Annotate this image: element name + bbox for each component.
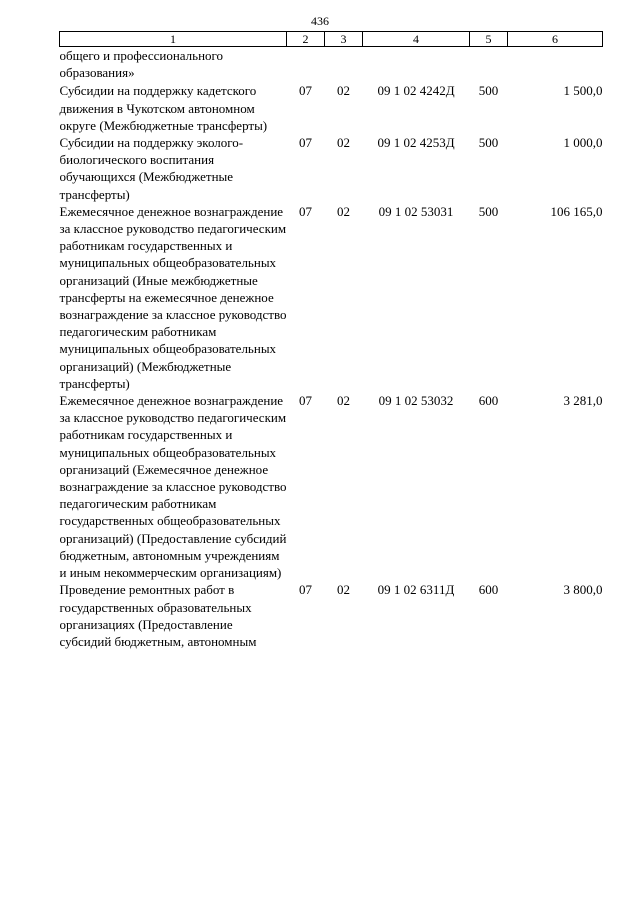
row-description: Проведение ремонтных работ в государственных образовательных организациях (Предоставление субсидий бюджетным, автономным xyxy=(59,582,257,649)
column-number-header-row xyxy=(60,32,603,47)
column-header-6: 6 xyxy=(508,32,603,47)
row-target-code xyxy=(363,47,470,82)
row-expense-type: 500 xyxy=(478,135,499,151)
row-section: 07 xyxy=(299,203,312,219)
row-expense-type: 600 xyxy=(478,582,499,598)
row-subsection: 02 xyxy=(337,135,350,151)
row-expense-type: 600 xyxy=(478,393,499,409)
row-target-code: 09 1 02 4253Д xyxy=(377,135,455,151)
row-target-code: 09 1 02 4242Д xyxy=(377,83,455,99)
column-header-3: 3 xyxy=(325,32,363,47)
row-amount: 3 800,0 xyxy=(563,582,603,598)
row-section: 07 xyxy=(299,135,312,151)
row-target-code: 09 1 02 53032 xyxy=(378,393,454,409)
table-row xyxy=(60,203,603,392)
row-target-code: 09 1 02 6311Д xyxy=(377,582,455,598)
row-subsection xyxy=(325,47,363,82)
column-header-5: 5 xyxy=(470,32,508,47)
column-header-2: 2 xyxy=(287,32,325,47)
row-subsection: 02 xyxy=(337,582,350,598)
page-number: 436 xyxy=(311,14,329,28)
table-row xyxy=(60,134,603,203)
row-description: Ежемесячное денежное вознаграждение за классное руководство педагогическим работникам государственных и муниципальных общеобразовательных организаций (Иные межбюджетные трансферты на ежемесячное денежное вознаграждение за классное руководство педагогическим работникам муниципальных общеобразовательных организаций) (Межбюджетные трансферты) xyxy=(59,203,287,391)
row-subsection: 02 xyxy=(337,203,350,219)
row-description: общего и профессионального образования» xyxy=(59,48,224,81)
row-amount xyxy=(508,47,603,82)
row-amount: 1 000,0 xyxy=(563,135,603,151)
row-subsection: 02 xyxy=(337,83,350,99)
row-section: 07 xyxy=(299,582,312,598)
row-description: Субсидии на поддержку эколого-биологического воспитания обучающихся (Межбюджетные трансферты) xyxy=(59,135,244,202)
table-row xyxy=(60,47,603,82)
row-amount: 1 500,0 xyxy=(563,83,603,99)
row-target-code: 09 1 02 53031 xyxy=(378,203,454,219)
column-header-1: 1 xyxy=(60,32,287,47)
table-row xyxy=(60,81,603,134)
table-row xyxy=(60,581,603,650)
budget-table xyxy=(59,31,603,650)
row-expense-type: 500 xyxy=(478,83,499,99)
row-amount: 106 165,0 xyxy=(550,203,603,219)
table-row xyxy=(60,392,603,581)
row-expense-type xyxy=(470,47,508,82)
row-description: Ежемесячное денежное вознаграждение за классное руководство педагогическим работникам государственных и муниципальных общеобразовательных организаций (Ежемесячное денежное вознаграждение за классное руководство педагогическим работникам государственных общеобразовательных организаций) (Предоставление субсидий бюджетным, автономным учреждениям и иным некоммерческим организациям) xyxy=(59,393,287,581)
row-amount: 3 281,0 xyxy=(563,393,603,409)
row-section: 07 xyxy=(299,83,312,99)
row-subsection: 02 xyxy=(337,393,350,409)
row-section xyxy=(287,47,325,82)
row-section: 07 xyxy=(299,393,312,409)
row-expense-type: 500 xyxy=(478,203,499,219)
row-description: Субсидии на поддержку кадетского движения в Чукотском автономном округе (Межбюджетные трансферты) xyxy=(59,83,268,133)
column-header-4: 4 xyxy=(363,32,470,47)
